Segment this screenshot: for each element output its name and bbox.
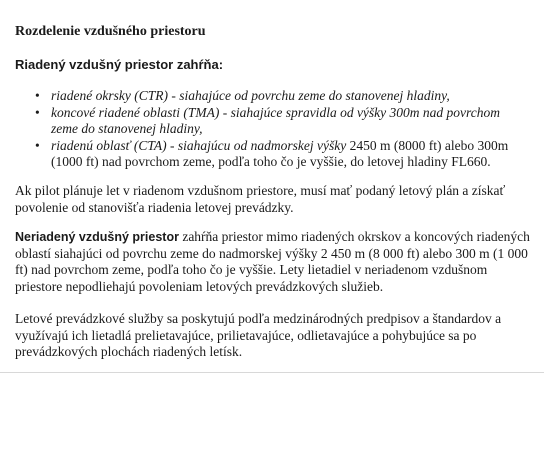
list-item-tma xyxy=(15,105,530,137)
bullet-icon: • xyxy=(35,88,40,103)
bullet-icon: • xyxy=(35,105,40,120)
list-item-cta-italic-text: riadenú oblasť (CTA) - siahajúcu od nadmorskej výšky xyxy=(51,138,347,153)
controlled-airspace-subheading: Riadený vzdušný priestor zahŕňa: xyxy=(15,57,224,72)
controlled-airspace-list xyxy=(15,88,530,171)
document-heading: Rozdelenie vzdušného priestoru xyxy=(15,24,206,39)
list-item-ctr xyxy=(15,88,530,104)
list-item-tma-text: koncové riadené oblasti (TMA) - siahajúce spravidla od výšky 300m nad povrchom zeme do stanovenej hladiny, xyxy=(51,105,501,136)
flight-plan-paragraph: Ak pilot plánuje let v riadenom vzdušnom priestore, musí mať podaný letový plán a získať povolenie od stanovišťa riadenia letovej prevádzky. xyxy=(15,183,506,215)
air-traffic-services-paragraph: Letové prevádzkové služby sa poskytujú podľa medzinárodných predpisov a štandardov a využívajú ich lietadlá prelietavajúce, prilietavajúce, odlietavajúce a pohybujúce sa po prevádzkových plochách riadených letísk. xyxy=(15,311,502,359)
list-item-cta xyxy=(15,138,530,170)
uncontrolled-airspace-paragraph xyxy=(15,229,530,295)
bullet-icon: • xyxy=(35,138,40,153)
list-item-cta-normal-text: 2450 m (8000 ft) alebo 300m (1000 ft) nad povrchom zeme, podľa toho čo je vyššie, do letovej hladiny FL660. xyxy=(51,138,509,169)
page-divider xyxy=(0,372,544,373)
uncontrolled-airspace-text: zahŕňa priestor mimo riadených okrskov a koncových riadených oblastí siahajúci od povrchu zeme do nadmorskej výšky 2 450 m (8 000 ft) alebo 300 m (1 000 ft) nad povrchom zeme, podľa toho čo je vyššie. Lety lietadiel v neriadenom vzdušnom priestore nepodliehajú povoleniam letových prevádzkových služieb. xyxy=(15,229,530,294)
uncontrolled-airspace-term: Neriadený vzdušný priestor xyxy=(15,230,179,244)
list-item-ctr-text: riadené okrsky (CTR) - siahajúce od povrchu zeme do stanovenej hladiny, xyxy=(51,88,450,103)
